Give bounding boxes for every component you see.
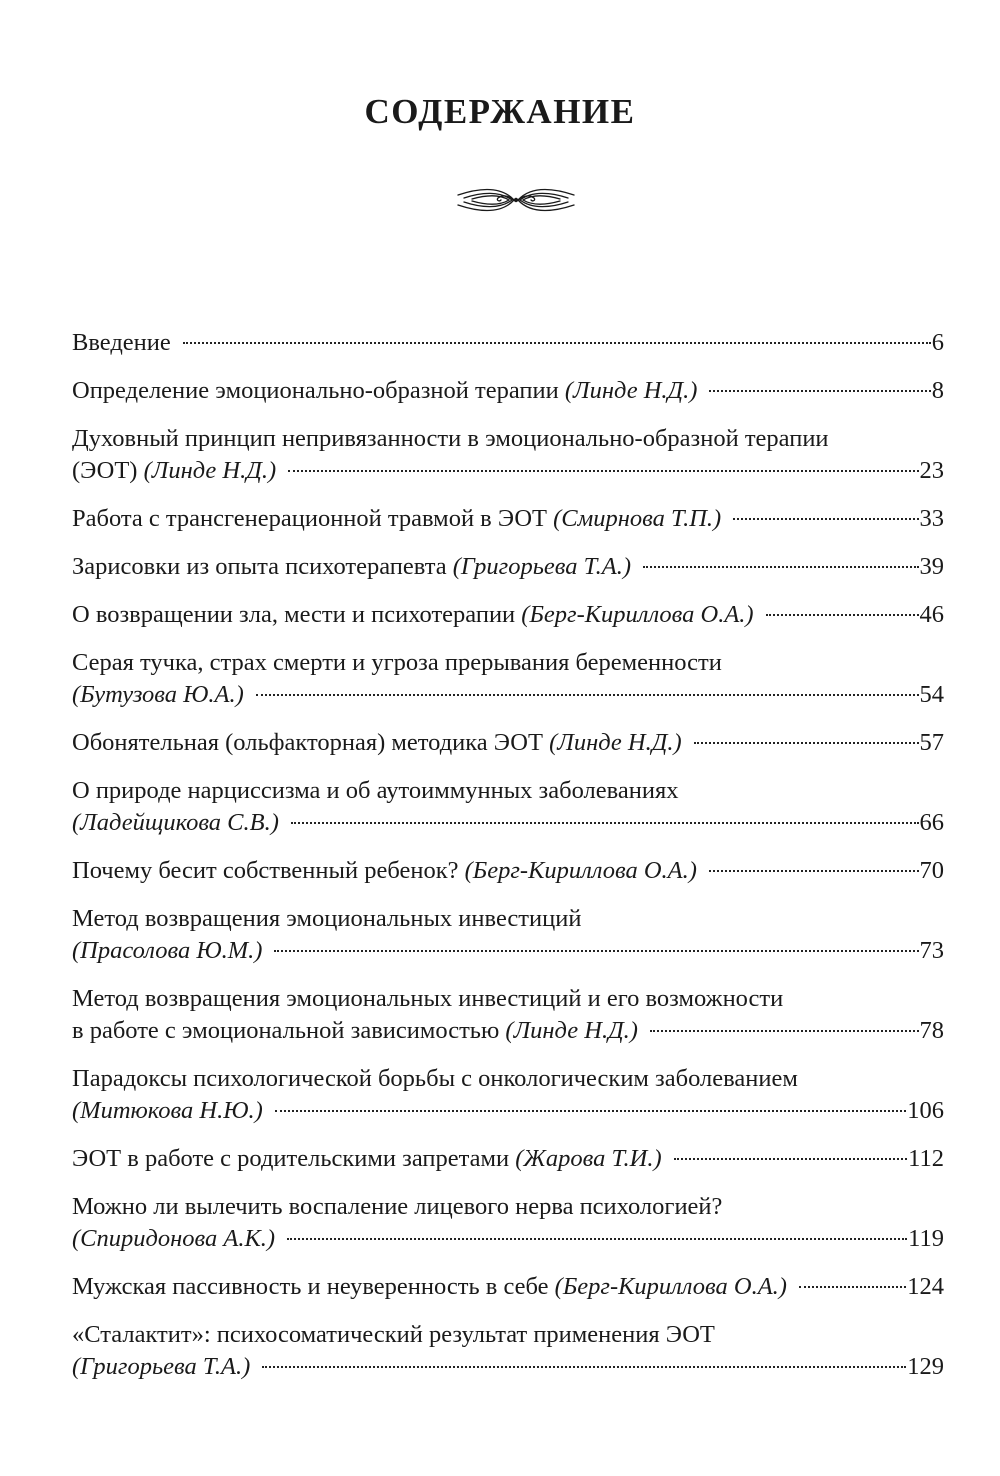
toc-entry-page-number: 119	[908, 1225, 944, 1252]
toc-entry-text: ЭОТ в работе с родительскими запретами	[72, 1145, 516, 1172]
toc-entry-text: Введение	[72, 329, 171, 356]
toc-entry-row	[72, 807, 944, 839]
toc-entry-title-line: Парадоксы психологической борьбы с онкологическим заболеванием	[72, 1065, 798, 1092]
toc-entry-row	[72, 327, 944, 359]
toc-entry-page-number: 54	[919, 681, 944, 708]
toc-entry-title	[72, 1095, 263, 1127]
toc-entry-text: Обонятельная (ольфакторная) методика ЭОТ	[72, 729, 550, 756]
dot-leader	[256, 694, 919, 696]
dot-leader	[262, 1366, 906, 1368]
toc-entry-author: (Берг-Кириллова О.А.)	[464, 857, 697, 884]
toc-entry-page-number: 129	[907, 1353, 944, 1380]
toc-entry-title	[72, 1143, 662, 1175]
toc-entry-title-line: Метод возвращения эмоциональных инвестиций и его возможности	[72, 985, 784, 1012]
toc-entry[interactable]	[72, 1271, 944, 1303]
toc-entry-row	[72, 679, 944, 711]
toc-entry-author: (Линде Н.Д.)	[505, 1017, 638, 1044]
toc-entry-page-number: 66	[919, 809, 944, 836]
toc-entry-page-number: 23	[919, 457, 944, 484]
toc-entry[interactable]	[72, 1191, 944, 1255]
toc-entry-page-number: 33	[919, 505, 944, 532]
toc-entry-row	[72, 1271, 944, 1303]
dot-leader	[733, 518, 918, 520]
toc-entry[interactable]	[72, 1143, 944, 1175]
dot-leader	[766, 614, 919, 616]
toc-entry-title	[72, 679, 244, 711]
toc-entry-author: (Смирнова Т.П.)	[553, 505, 722, 532]
toc-entry[interactable]	[72, 903, 944, 967]
toc-entry-author: (Григорьева Т.А.)	[452, 553, 632, 580]
toc-entry-page-number: 8	[931, 377, 944, 404]
dot-leader	[287, 1238, 907, 1240]
toc-entry-row	[72, 503, 944, 535]
toc-entry-author: (Линде Н.Д.)	[549, 729, 682, 756]
toc-entry-author: (Митюкова Н.Ю.)	[72, 1097, 263, 1124]
toc-entry-page-number: 112	[908, 1145, 944, 1172]
dot-leader	[643, 566, 918, 568]
toc-entry-title	[72, 855, 697, 887]
toc-entry-page-number: 39	[919, 553, 944, 580]
toc-entry[interactable]	[72, 327, 944, 359]
toc-entry-title	[72, 727, 682, 759]
toc-entry[interactable]	[72, 775, 944, 839]
dot-leader	[694, 742, 919, 744]
toc-entry[interactable]	[72, 1319, 944, 1383]
toc-entry[interactable]	[72, 551, 944, 583]
toc-entry-title	[72, 1223, 275, 1255]
toc-entry-row	[72, 455, 944, 487]
toc-entry-title-line: Серая тучка, страх смерти и угроза прерывания беременности	[72, 649, 722, 676]
toc-entry-author: (Ладейщикова С.В.)	[72, 809, 279, 836]
toc-entry-text: О возвращении зла, мести и психотерапии	[72, 601, 522, 628]
toc-entry[interactable]	[72, 647, 944, 711]
toc-entry-title	[72, 1351, 250, 1383]
toc-entry[interactable]	[72, 855, 944, 887]
toc-entry-author: (Берг-Кириллова О.А.)	[521, 601, 754, 628]
toc-entry-text: Почему бесит собственный ребенок?	[72, 857, 465, 884]
toc-entry-row	[72, 727, 944, 759]
toc-entry-text: (ЭОТ)	[72, 457, 144, 484]
toc-entry-page-number: 6	[931, 329, 944, 356]
toc-entry-page-number: 124	[907, 1273, 944, 1300]
dot-leader	[709, 390, 930, 392]
toc-entry-page-number: 78	[919, 1017, 944, 1044]
toc-entry-page-number: 46	[919, 601, 944, 628]
toc-entry-title	[72, 807, 279, 839]
dot-leader	[799, 1286, 906, 1288]
dot-leader	[291, 822, 919, 824]
toc-entry-title-line: О природе нарциссизма и об аутоиммунных заболеваниях	[72, 777, 679, 804]
toc-entry-title-line: Метод возвращения эмоциональных инвестиций	[72, 905, 582, 932]
toc-entry-text: Работа с трансгенерационной травмой в ЭОТ	[72, 505, 554, 532]
toc-entry-title	[72, 327, 171, 359]
toc-entry-row	[72, 1095, 944, 1127]
toc-entry-page-number: 57	[919, 729, 944, 756]
toc-entry-text: Мужская пассивность и неуверенность в себе	[72, 1273, 555, 1300]
decorative-scroll-ornament-icon	[452, 183, 580, 217]
toc-entry-title	[72, 935, 262, 967]
toc-entry-author: (Линде Н.Д.)	[143, 457, 277, 484]
toc-entry-author: (Бутузова Ю.А.)	[72, 681, 244, 708]
dot-leader	[274, 950, 918, 952]
page-title: СОДЕРЖАНИЕ	[364, 92, 636, 131]
toc-entry-title	[72, 1271, 787, 1303]
toc-entry-row	[72, 935, 944, 967]
toc-entry-page-number: 73	[919, 937, 944, 964]
dot-leader	[275, 1110, 906, 1112]
toc-entry-page-number: 70	[919, 857, 944, 884]
toc-entry-row	[72, 551, 944, 583]
toc-entry-author: (Прасолова Ю.М.)	[72, 937, 263, 964]
toc-entry[interactable]	[72, 503, 944, 535]
toc-entry-row	[72, 1223, 944, 1255]
toc-entry[interactable]	[72, 1063, 944, 1127]
toc-entry[interactable]	[72, 983, 944, 1047]
toc-entry-title	[72, 551, 631, 583]
toc-entry-text: Зарисовки из опыта психотерапевта	[72, 553, 453, 580]
toc-entry-author: (Спиридонова А.К.)	[72, 1225, 276, 1252]
toc-entry-row	[72, 855, 944, 887]
table-of-contents	[72, 327, 944, 1399]
toc-entry-title	[72, 1015, 638, 1047]
toc-entry[interactable]	[72, 375, 944, 407]
toc-entry-author: (Берг-Кириллова О.А.)	[554, 1273, 787, 1300]
toc-entry-page-number: 106	[907, 1097, 944, 1124]
toc-entry-title	[72, 503, 721, 535]
toc-entry-text: Определение эмоционально-образной терапии	[72, 377, 565, 404]
toc-entry[interactable]	[72, 423, 944, 487]
toc-entry-author: (Линде Н.Д.)	[564, 377, 698, 404]
dot-leader	[709, 870, 919, 872]
dot-leader	[650, 1030, 919, 1032]
toc-entry-text: в работе с эмоциональной зависимостью	[72, 1017, 506, 1044]
dot-leader	[674, 1158, 908, 1160]
toc-entry-row	[72, 375, 944, 407]
toc-entry-title	[72, 375, 697, 407]
toc-entry-title-line: Можно ли вылечить воспаление лицевого нерва психологией?	[72, 1193, 723, 1220]
toc-entry-author: (Григорьева Т.А.)	[72, 1353, 251, 1380]
toc-entry[interactable]	[72, 599, 944, 631]
toc-entry-row	[72, 1143, 944, 1175]
toc-entry-title-line: Духовный принцип непривязанности в эмоционально-образной терапии	[72, 425, 829, 452]
toc-entry[interactable]	[72, 727, 944, 759]
toc-entry-author: (Жарова Т.И.)	[515, 1145, 662, 1172]
dot-leader	[183, 342, 931, 344]
toc-entry-title-line: «Сталактит»: психосоматический результат применения ЭОТ	[72, 1321, 715, 1348]
dot-leader	[288, 470, 918, 472]
toc-entry-row	[72, 599, 944, 631]
toc-entry-title	[72, 599, 754, 631]
toc-entry-row	[72, 1351, 944, 1383]
toc-entry-title	[72, 455, 276, 487]
toc-entry-row	[72, 1015, 944, 1047]
